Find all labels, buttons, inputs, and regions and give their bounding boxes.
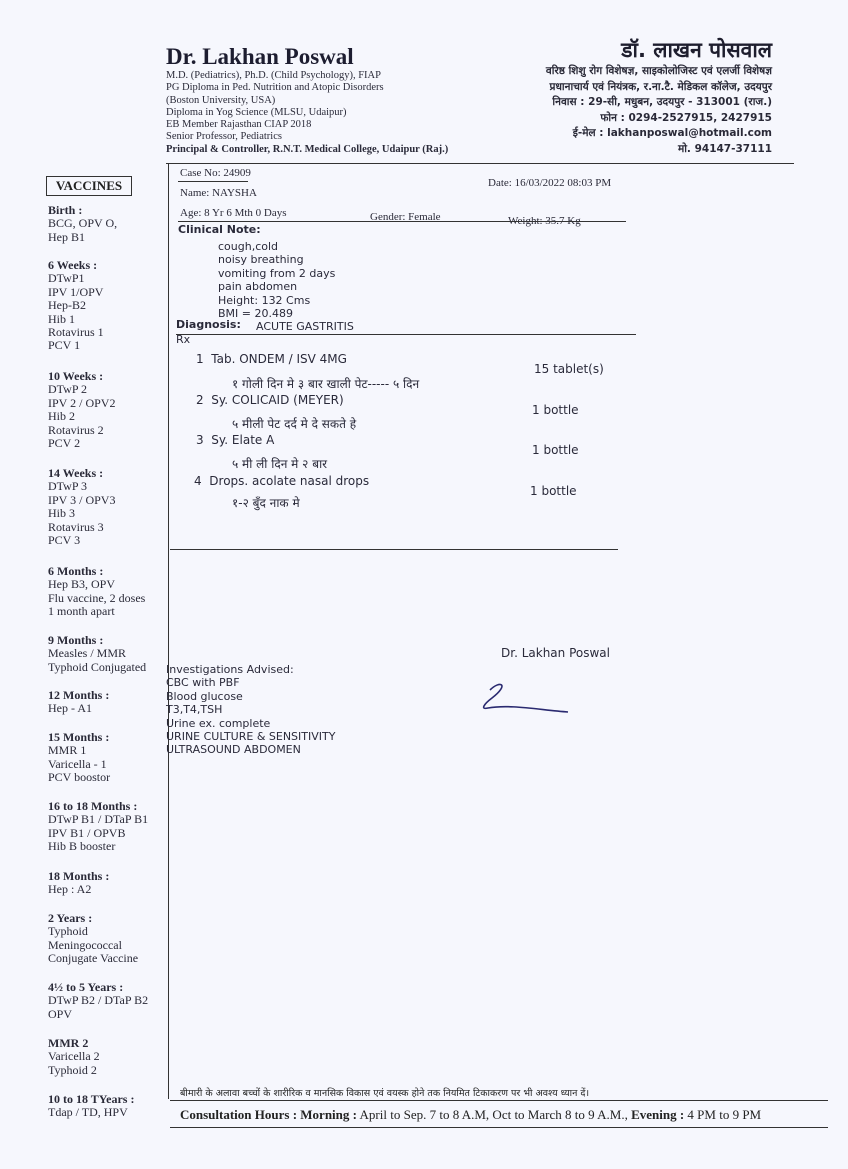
vaccine-item: IPV B1 / OPVB	[48, 825, 126, 840]
vaccine-item: PCV 2	[48, 436, 81, 451]
vaccine-group-16-18-months	[48, 800, 148, 854]
patient-weight: Weight: 35.7 Kg	[508, 215, 581, 227]
vaccine-item: Rotavirus 3	[48, 519, 104, 534]
vaccine-item: DTwP 3	[48, 479, 88, 494]
vaccine-item: MMR 1	[48, 743, 87, 758]
hindi-line: प्रधानाचार्य एवं नियंत्रक, र.ना.टै. मेडिकल कॉलेज, उदयपुर	[549, 80, 772, 93]
rx-symbol: Rx	[176, 333, 191, 346]
vaccine-group-18-months	[48, 870, 109, 897]
investigation-item: ULTRASOUND ABDOMEN	[166, 743, 301, 757]
qualification-line: (Boston University, USA)	[166, 94, 276, 106]
investigation-item: CBC with PBF	[166, 676, 240, 690]
signature-name: Dr. Lakhan Poswal	[501, 646, 610, 660]
vaccine-item: Meningococcal	[48, 937, 122, 952]
medicine-name: Drops. acolate nasal drops	[209, 474, 370, 488]
vaccine-heading: 6 Weeks :	[48, 258, 98, 272]
medicine-name: Sy. Elate A	[211, 433, 275, 447]
morning-label: Morning :	[300, 1107, 357, 1122]
vaccine-item: Rotavirus 2	[48, 422, 104, 437]
morning-hours: April to Sep. 7 to 8 A.M, Oct to March 8 to 9 A.M.,	[359, 1107, 628, 1122]
vaccine-item: PCV 1	[48, 338, 81, 353]
investigation-item: T3,T4,TSH	[166, 703, 223, 717]
clinical-note-line: vomiting from 2 days	[218, 266, 336, 280]
doctor-name: Dr. Lakhan Poswal	[166, 44, 354, 69]
prescription-end-divider	[170, 549, 618, 550]
evening-hours: 4 PM to 9 PM	[687, 1107, 762, 1122]
vaccine-item: Conjugate Vaccine	[48, 951, 139, 966]
vaccine-group-10-18-years	[48, 1093, 134, 1120]
vaccine-item: Hib 1	[48, 311, 75, 326]
vaccine-item: 1 month apart	[48, 604, 115, 619]
clinical-note-line: BMI = 20.489	[218, 307, 293, 321]
vaccine-item: PCV 3	[48, 533, 81, 548]
vaccine-heading: 4½ to 5 Years :	[48, 980, 124, 994]
medicine-4	[194, 474, 369, 488]
vaccine-heading: 18 Months :	[48, 869, 110, 883]
vaccine-group-12-months	[48, 689, 109, 716]
vaccine-group-6-weeks	[48, 259, 104, 353]
case-underline	[178, 181, 248, 182]
case-number: Case No: 24909	[180, 167, 251, 179]
medicine-instruction: ५ मीली पेट दर्द मे दे सकते हे	[232, 417, 357, 431]
diagnosis-label: Diagnosis:	[176, 318, 241, 331]
vaccine-group-4-5-years	[48, 981, 148, 1021]
vaccine-item: Flu vaccine, 2 doses	[48, 590, 146, 605]
vaccine-item: DTwP B2 / DTaP B2	[48, 993, 149, 1008]
clinical-note-line: Height: 132 Cms	[218, 293, 311, 307]
vaccines-title: VACCINES	[46, 176, 132, 196]
qualification-line: Senior Professor, Pediatrics	[166, 131, 282, 143]
vaccine-item: IPV 2 / OPV2	[48, 395, 116, 410]
vaccine-item: Rotavirus 1	[48, 325, 104, 340]
vaccine-heading: 2 Years :	[48, 911, 93, 925]
medicine-1	[196, 352, 347, 366]
vaccine-heading: 14 Weeks :	[48, 466, 104, 480]
vaccine-item: Hib 3	[48, 506, 75, 521]
medicine-instruction: १ गोली दिन मे ३ बार खाली पेट----- ५ दिन	[232, 377, 420, 391]
qualification-line: M.D. (Pediatrics), Ph.D. (Child Psychology), FIAP	[166, 70, 381, 81]
vaccine-heading: 10 to 18 TYears :	[48, 1092, 135, 1106]
vaccine-heading: MMR 2	[48, 1036, 89, 1050]
consultation-label: Consultation Hours :	[180, 1107, 298, 1122]
medicine-instruction: १-२ बुँद नाक मे	[232, 496, 300, 510]
investigation-item: Urine ex. complete	[166, 716, 271, 730]
vaccine-item: Hep - A1	[48, 701, 92, 716]
vaccine-item: Varicella - 1	[48, 756, 107, 771]
vaccine-item: BCG, OPV O,	[48, 216, 118, 231]
investigations-title: Investigations Advised:	[166, 663, 294, 676]
vaccine-item: IPV 3 / OPV3	[48, 492, 116, 507]
patient-gender: Gender: Female	[370, 211, 441, 223]
investigation-item: URINE CULTURE & SENSITIVITY	[166, 730, 336, 744]
vaccine-group-6-months	[48, 565, 145, 619]
qualification-line: EB Member Rajasthan CIAP 2018	[166, 119, 312, 131]
medicine-number: 1	[196, 352, 204, 366]
vaccine-item: Hep : A2	[48, 882, 92, 897]
medicine-number: 3	[196, 433, 204, 447]
qualification-line: Diploma in Yog Science (MLSU, Udaipur)	[166, 106, 347, 118]
investigation-item: Blood glucose	[166, 689, 243, 703]
doctor-details-hindi	[546, 64, 772, 158]
investigations	[166, 663, 335, 757]
clinical-note-line: noisy breathing	[218, 253, 304, 267]
vaccine-item: DTwP1	[48, 271, 85, 286]
hindi-line: फोन : 0294-2527915, 2427915	[600, 111, 772, 124]
vaccine-item: Hib B booster	[48, 839, 116, 854]
doctor-name-hindi: डॉ. लाखन पोसवाल	[621, 38, 772, 62]
diagnosis-divider	[176, 334, 636, 335]
vaccine-item: Typhoid 2	[48, 1062, 97, 1077]
vaccine-item: Hep-B2	[48, 298, 86, 313]
patient-info-divider	[178, 221, 626, 222]
vaccine-item: IPV 1/OPV	[48, 284, 104, 299]
hindi-line: वरिष्ठ शिशु रोग विशेषज्ञ, साइकोलोजिस्ट एवं एलर्जी विशेषज्ञ	[545, 65, 772, 77]
medicine-instruction: ५ मी ली दिन मे २ बार	[232, 457, 328, 471]
medicine-quantity: 15 tablet(s)	[534, 362, 604, 376]
vaccine-group-mmr-2	[48, 1037, 100, 1077]
vaccine-heading: Birth :	[48, 203, 83, 217]
hindi-line: मो. 94147-37111	[677, 142, 772, 155]
vaccine-item: Typhoid	[48, 924, 88, 939]
hindi-line: निवास : 29-सी, मधुबन, उदयपुर - 313001 (राज.)	[552, 96, 772, 109]
vaccine-group-10-weeks	[48, 370, 115, 450]
medicine-name: Sy. COLICAID (MEYER)	[211, 393, 344, 407]
visit-date: Date: 16/03/2022 08:03 PM	[488, 177, 612, 189]
evening-label: Evening :	[631, 1107, 685, 1122]
hindi-line: ई-मेल : lakhanposwal@hotmail.com	[572, 127, 772, 140]
vaccine-item: Tdap / TD, HPV	[48, 1105, 128, 1120]
footer-divider	[170, 1100, 828, 1101]
vaccine-group-9-months	[48, 634, 146, 674]
vaccine-item: Typhoid Conjugated	[48, 659, 147, 674]
clinical-note-line: pain abdomen	[218, 280, 298, 294]
patient-name: Name: NAYSHA	[180, 187, 257, 199]
doctor-position: Principal & Controller, R.N.T. Medical College, Udaipur (Raj.)	[166, 143, 449, 155]
vaccine-column-divider	[168, 164, 169, 1099]
medicine-2	[196, 393, 344, 407]
vaccine-heading: 6 Months :	[48, 564, 104, 578]
footer-hindi-note: बीमारी के अलावा बच्चों के शारीरिक व मानसिक विकास एवं वयस्क होने तक नियमित टिकाकरण पर भी अवश्य ध्यान दें।	[180, 1088, 590, 1099]
vaccine-heading: 9 Months :	[48, 633, 104, 647]
vaccine-group-2-years	[48, 912, 138, 966]
clinical-note-line: cough,cold	[218, 240, 279, 253]
vaccine-item: DTwP B1 / DTaP B1	[48, 812, 149, 827]
medicine-number: 2	[196, 393, 204, 407]
footer-bottom-divider	[170, 1127, 828, 1128]
vaccine-group-14-weeks	[48, 467, 115, 547]
doctor-qualifications	[166, 70, 448, 156]
vaccine-heading: 15 Months :	[48, 730, 110, 744]
medicine-3	[196, 433, 274, 447]
vaccine-group-15-months	[48, 731, 110, 785]
signature-mark	[470, 676, 580, 716]
vaccine-item: DTwP 2	[48, 382, 88, 397]
diagnosis-value: ACUTE GASTRITIS	[256, 320, 354, 333]
medicine-quantity: 1 bottle	[532, 403, 579, 417]
vaccine-heading: 12 Months :	[48, 688, 110, 702]
vaccine-heading: 10 Weeks :	[48, 369, 104, 383]
medicine-name: Tab. ONDEM / ISV 4MG	[211, 352, 347, 366]
clinical-note-lines	[218, 240, 335, 320]
vaccine-item: OPV	[48, 1006, 73, 1021]
vaccine-item: Hib 2	[48, 409, 75, 424]
header-divider	[166, 163, 794, 164]
medicine-quantity: 1 bottle	[532, 443, 579, 457]
vaccine-group-birth	[48, 204, 117, 244]
qualification-line: PG Diploma in Ped. Nutrition and Atopic Disorders	[166, 82, 384, 94]
clinical-note-label: Clinical Note:	[178, 223, 261, 236]
vaccine-item: PCV boostor	[48, 770, 111, 785]
vaccine-heading: 16 to 18 Months :	[48, 799, 138, 813]
patient-age: Age: 8 Yr 6 Mth 0 Days	[180, 207, 287, 219]
vaccine-item: Measles / MMR	[48, 646, 126, 661]
medicine-number: 4	[194, 474, 202, 488]
consultation-hours	[180, 1107, 761, 1123]
medicine-quantity: 1 bottle	[530, 484, 577, 498]
vaccine-item: Varicella 2	[48, 1049, 100, 1064]
vaccine-item: Hep B3, OPV	[48, 577, 116, 592]
vaccine-item: Hep B1	[48, 229, 85, 244]
